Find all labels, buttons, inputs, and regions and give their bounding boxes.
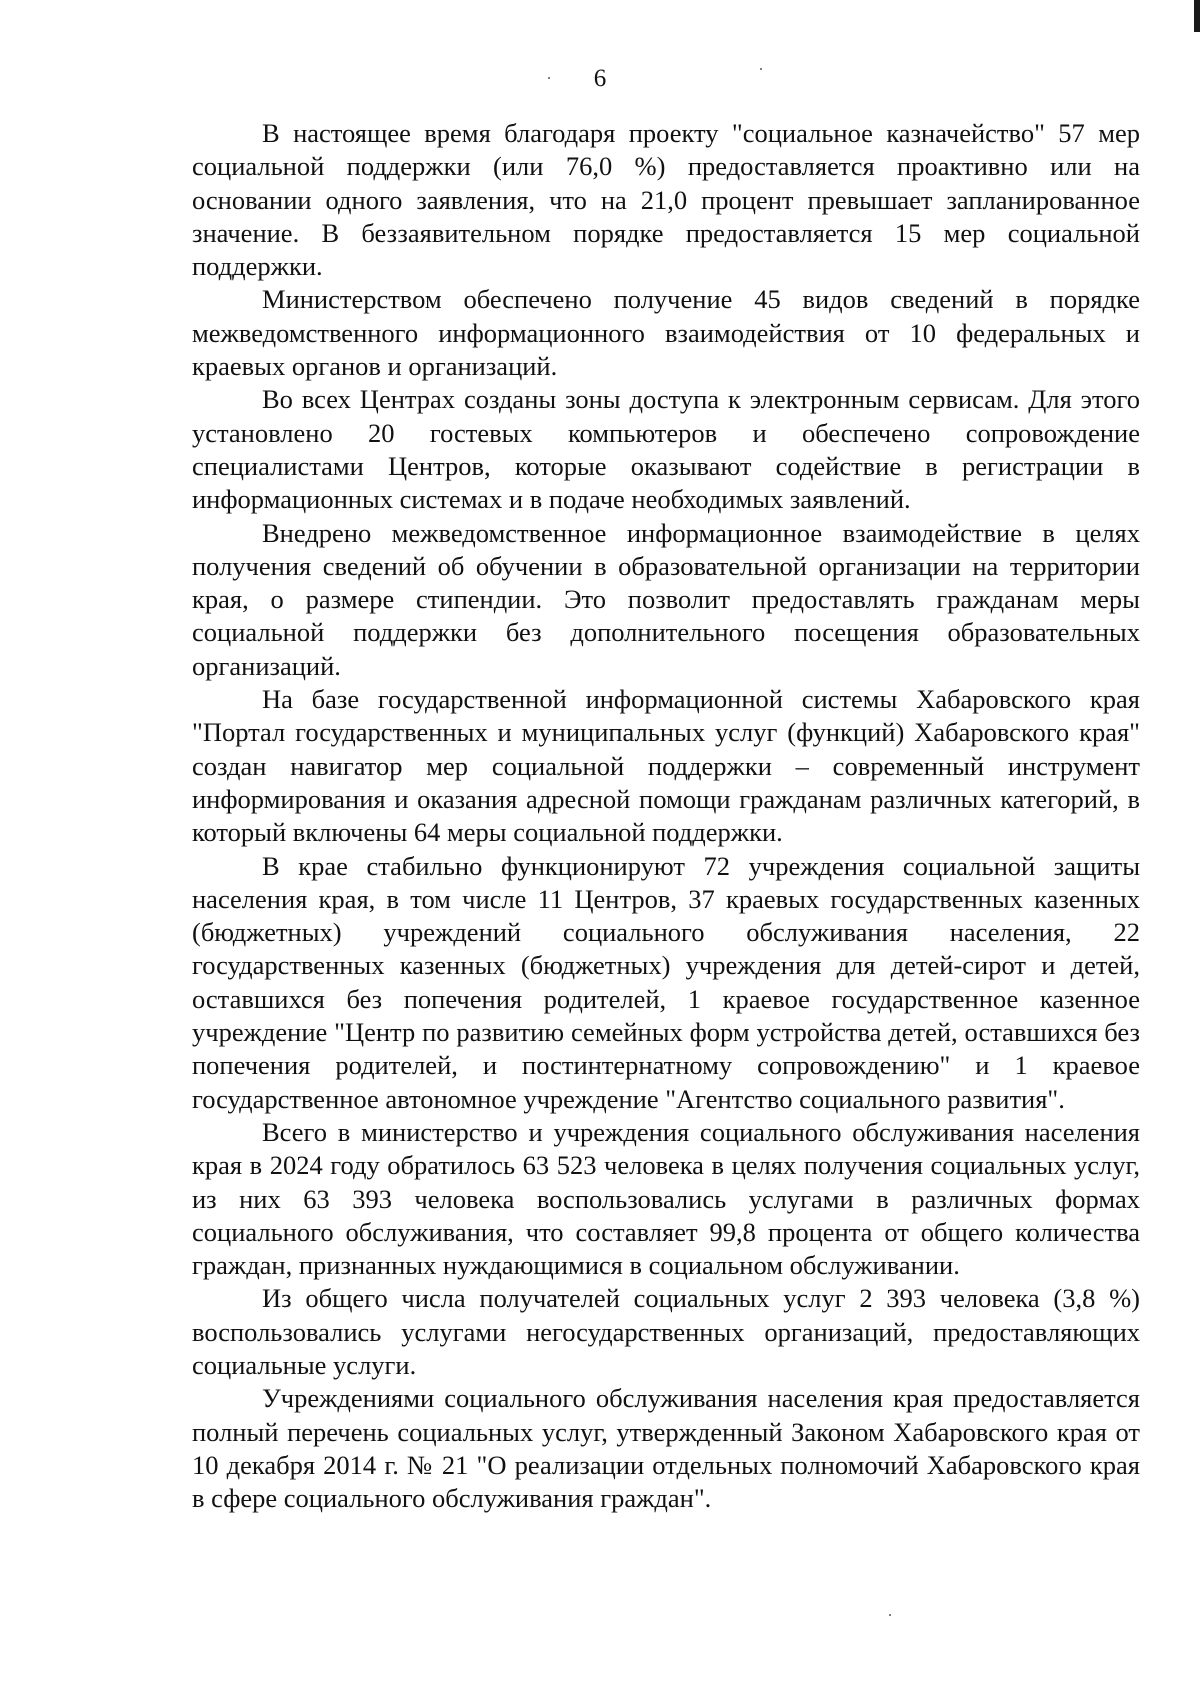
paragraph-access-zones: Во всех Центрах созданы зоны доступа к электронным сервисам. Для этого установлено 20 гостевых компьютеров и обеспечено сопровождение специалистами Центров, которые оказывают содействие в регистрации в информационных системах и в подаче необходимых заявлений. — [192, 384, 1140, 515]
paragraph-interagency-data: Министерством обеспечено получение 45 видов сведений в порядке межведомственного информационного взаимодействия от 10 федеральных и краевых органов и организаций. — [192, 284, 1140, 382]
document-body — [192, 117, 1140, 1515]
paragraph-support-navigator: На базе государственной информационной системы Хабаровского края "Портал государственных и муниципальных услуг (функций) Хабаровского края" создан навигатор мер социальной поддержки – современный инструмент информирования и оказания адресной помощи гражданам различных категорий, в который включены 64 меры социальной поддержки. — [192, 684, 1140, 848]
scan-edge-mark — [1194, 0, 1200, 32]
paragraph-institutions: В крае стабильно функционируют 72 учреждения социальной защиты населения края, в том числе 11 Центров, 37 краевых государственных казенных (бюджетных) учреждений социального обслуживания населения, 22 государственных казенных (бюджетных) учреждения для детей-сирот и детей, оставшихся без попечения родителей, 1 краевое государственное казенное учреждение "Центр по развитию семейных форм устройства детей, оставшихся без попечения родителей, и постинтернатному сопровождению" и 1 краевое государственное автономное учреждение "Агентство социального развития". — [192, 850, 1140, 1114]
paragraph-social-treasury: В настоящее время благодаря проекту "социальное казначейство" 57 мер социальной поддержки (или 76,0 %) предоставляется проактивно или на основании одного заявления, что на 21,0 процент превышает запланированное значение. В беззаявительном порядке предоставляется 15 мер социальной поддержки. — [192, 118, 1140, 282]
paragraph-service-requests: Всего в министерство и учреждения социального обслуживания населения края в 2024 году обратилось 63 523 человека в целях получения социальных услуг, из них 63 393 человека воспользовались услугами в различных формах социального обслуживания, что составляет 99,8 процента от общего количества граждан, признанных нуждающимися в социальном обслуживании. — [192, 1116, 1140, 1281]
paragraph-services-list: Учреждениями социального обслуживания населения края предоставляется полный перечень социальных услуг, утвержденный Законом Хабаровского края от 10 декабря 2014 г. № 21 "О реализации отдельных полномочий Хабаровского края в сфере социального обслуживания граждан". — [192, 1383, 1140, 1514]
page-number: 6 — [593, 65, 607, 92]
paragraph-nongovernmental: Из общего числа получателей социальных услуг 2 393 человека (3,8 %) воспользовались услугами негосударственных организаций, предоставляющих социальные услуги. — [192, 1283, 1140, 1380]
scan-speck — [889, 1614, 891, 1616]
paragraph-education-data: Внедрено межведомственное информационное взаимодействие в целях получения сведений об обучении в образовательной организации на территории края, о размере стипендии. Это позволит предоставлять гражданам меры социальной поддержки без дополнительного посещения образовательных организаций. — [192, 517, 1140, 681]
